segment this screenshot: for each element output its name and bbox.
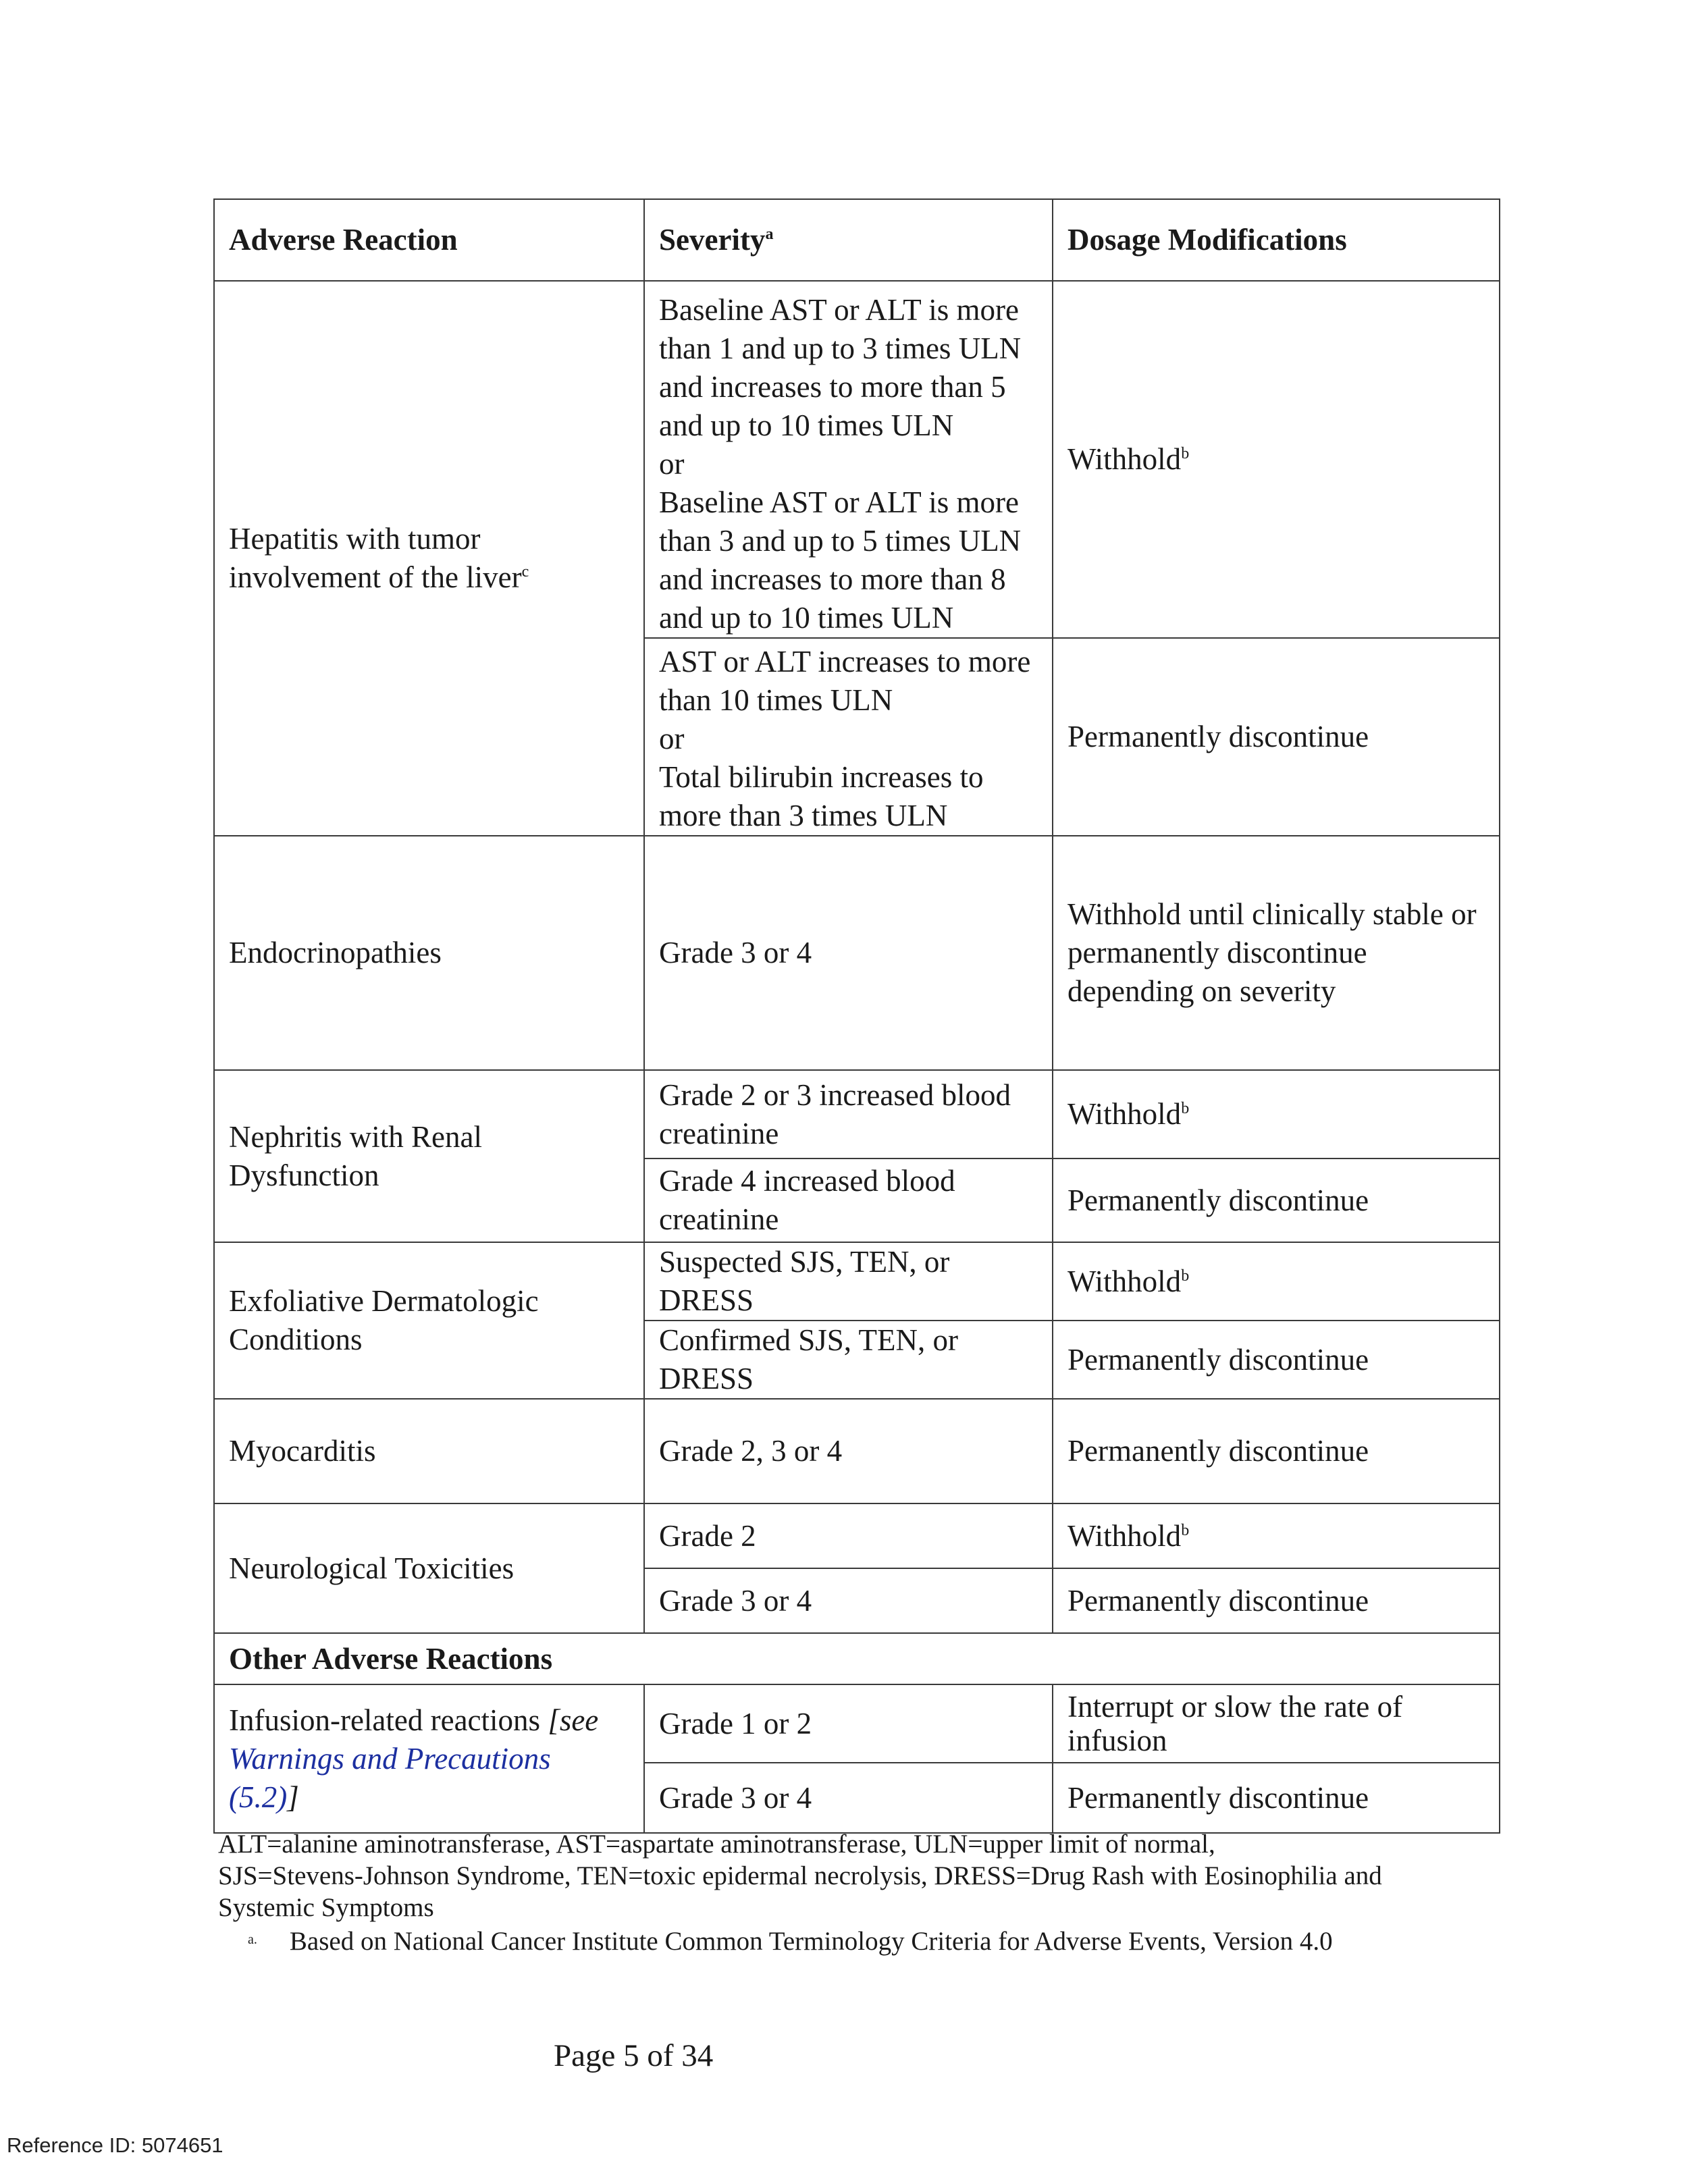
other-adverse-reactions-header: Other Adverse Reactions <box>214 1633 1500 1684</box>
infusion-severity-2: Grade 3 or 4 <box>644 1763 1053 1833</box>
infusion-reaction-cell: Infusion-related reactions [see Warnings and Precautions (5.2)] <box>214 1684 644 1833</box>
hepatitis-modification-2: Permanently discontinue <box>1053 638 1500 836</box>
section-header-row <box>214 1633 1500 1684</box>
myocarditis-severity: Grade 2, 3 or 4 <box>644 1399 1053 1503</box>
nephritis-reaction-cell: Nephritis with Renal Dysfunction <box>214 1070 644 1242</box>
dermatologic-severity-1: Suspected SJS, TEN, or DRESS <box>644 1242 1053 1321</box>
dermatologic-severity-2: Confirmed SJS, TEN, or DRESS <box>644 1321 1053 1399</box>
neurological-reaction-cell: Neurological Toxicities <box>214 1503 644 1633</box>
neurological-severity-1: Grade 2 <box>644 1503 1053 1568</box>
abbreviations-line-3: Systemic Symptoms <box>218 1893 434 1922</box>
hepatitis-modification-1: Withhold$^b$ <box>1053 281 1500 638</box>
table-row <box>214 1503 1500 1568</box>
header-severity: Severity$^a$ <box>644 199 1053 281</box>
infusion-modification-1: Interrupt or slow the rate of infusion <box>1053 1684 1500 1763</box>
endocrinopathies-severity: Grade 3 or 4 <box>644 836 1053 1070</box>
endocrinopathies-reaction-cell: Endocrinopathies <box>214 836 644 1070</box>
table-row <box>214 1070 1500 1158</box>
dermatologic-reaction-cell: Exfoliative Dermatologic Conditions <box>214 1242 644 1399</box>
infusion-severity-1: Grade 1 or 2 <box>644 1684 1053 1763</box>
neurological-modification-2: Permanently discontinue <box>1053 1568 1500 1633</box>
dermatologic-modification-2: Permanently discontinue <box>1053 1321 1500 1399</box>
hepatitis-severity-2: AST or ALT increases to more than 10 times ULN or Total bilirubin increases to more than 3 times ULN <box>644 638 1053 836</box>
myocarditis-modification: Permanently discontinue <box>1053 1399 1500 1503</box>
table-row <box>214 1399 1500 1503</box>
endocrinopathies-modification: Withhold until clinically stable or permanently discontinue depending on severity <box>1053 836 1500 1070</box>
abbreviations-line-1: ALT=alanine aminotransferase, AST=aspartate aminotransferase, ULN=upper limit of normal, <box>218 1830 1215 1859</box>
hepatitis-severity-1: Baseline AST or ALT is more than 1 and up to 3 times ULN and increases to more than 5 and up to 10 times ULN or Baseline AST or ALT is more than 3 and up to 5 times ULN and increases to more than 8 and up to 10 times ULN <box>644 281 1053 638</box>
section-5-2-link[interactable]: (5.2) <box>229 1780 288 1814</box>
warnings-precautions-link[interactable]: Warnings and Precautions <box>229 1741 551 1776</box>
hepatitis-reaction-cell: Hepatitis with tumor involvement of the liver$^c$ <box>214 281 644 836</box>
dermatologic-modification-1: Withhold$^b$ <box>1053 1242 1500 1321</box>
table-footnotes <box>218 1828 1501 1956</box>
myocarditis-reaction-cell: Myocarditis <box>214 1399 644 1503</box>
neurological-modification-1: Withhold$^b$ <box>1053 1503 1500 1568</box>
table-row <box>214 1684 1500 1763</box>
header-adverse-reaction: Adverse Reaction <box>214 199 644 281</box>
nephritis-severity-2: Grade 4 increased blood creatinine <box>644 1158 1053 1242</box>
table-row <box>214 281 1500 638</box>
dosage-modifications-table <box>213 198 1500 1834</box>
page-number: Page 5 of 34 <box>554 2038 714 2073</box>
nephritis-modification-1: Withhold$^b$ <box>1053 1070 1500 1158</box>
table-row <box>214 836 1500 1070</box>
table-row <box>214 1242 1500 1321</box>
footnote-a: $^{a.}$ Based on National Cancer Institute Common Terminology Criteria for Adverse Events, Version 4.0 <box>248 1927 1333 1956</box>
infusion-modification-2: Permanently discontinue <box>1053 1763 1500 1833</box>
table-header-row <box>214 199 1500 281</box>
reference-id: Reference ID: 5074651 <box>7 2133 223 2157</box>
header-dosage-modifications: Dosage Modifications <box>1053 199 1500 281</box>
severity-footnote-marker: a <box>765 225 774 243</box>
neurological-severity-2: Grade 3 or 4 <box>644 1568 1053 1633</box>
nephritis-severity-1: Grade 2 or 3 increased blood creatinine <box>644 1070 1053 1158</box>
nephritis-modification-2: Permanently discontinue <box>1053 1158 1500 1242</box>
abbreviations-line-2: SJS=Stevens-Johnson Syndrome, TEN=toxic epidermal necrolysis, DRESS=Drug Rash with Eosinophilia and <box>218 1861 1382 1890</box>
